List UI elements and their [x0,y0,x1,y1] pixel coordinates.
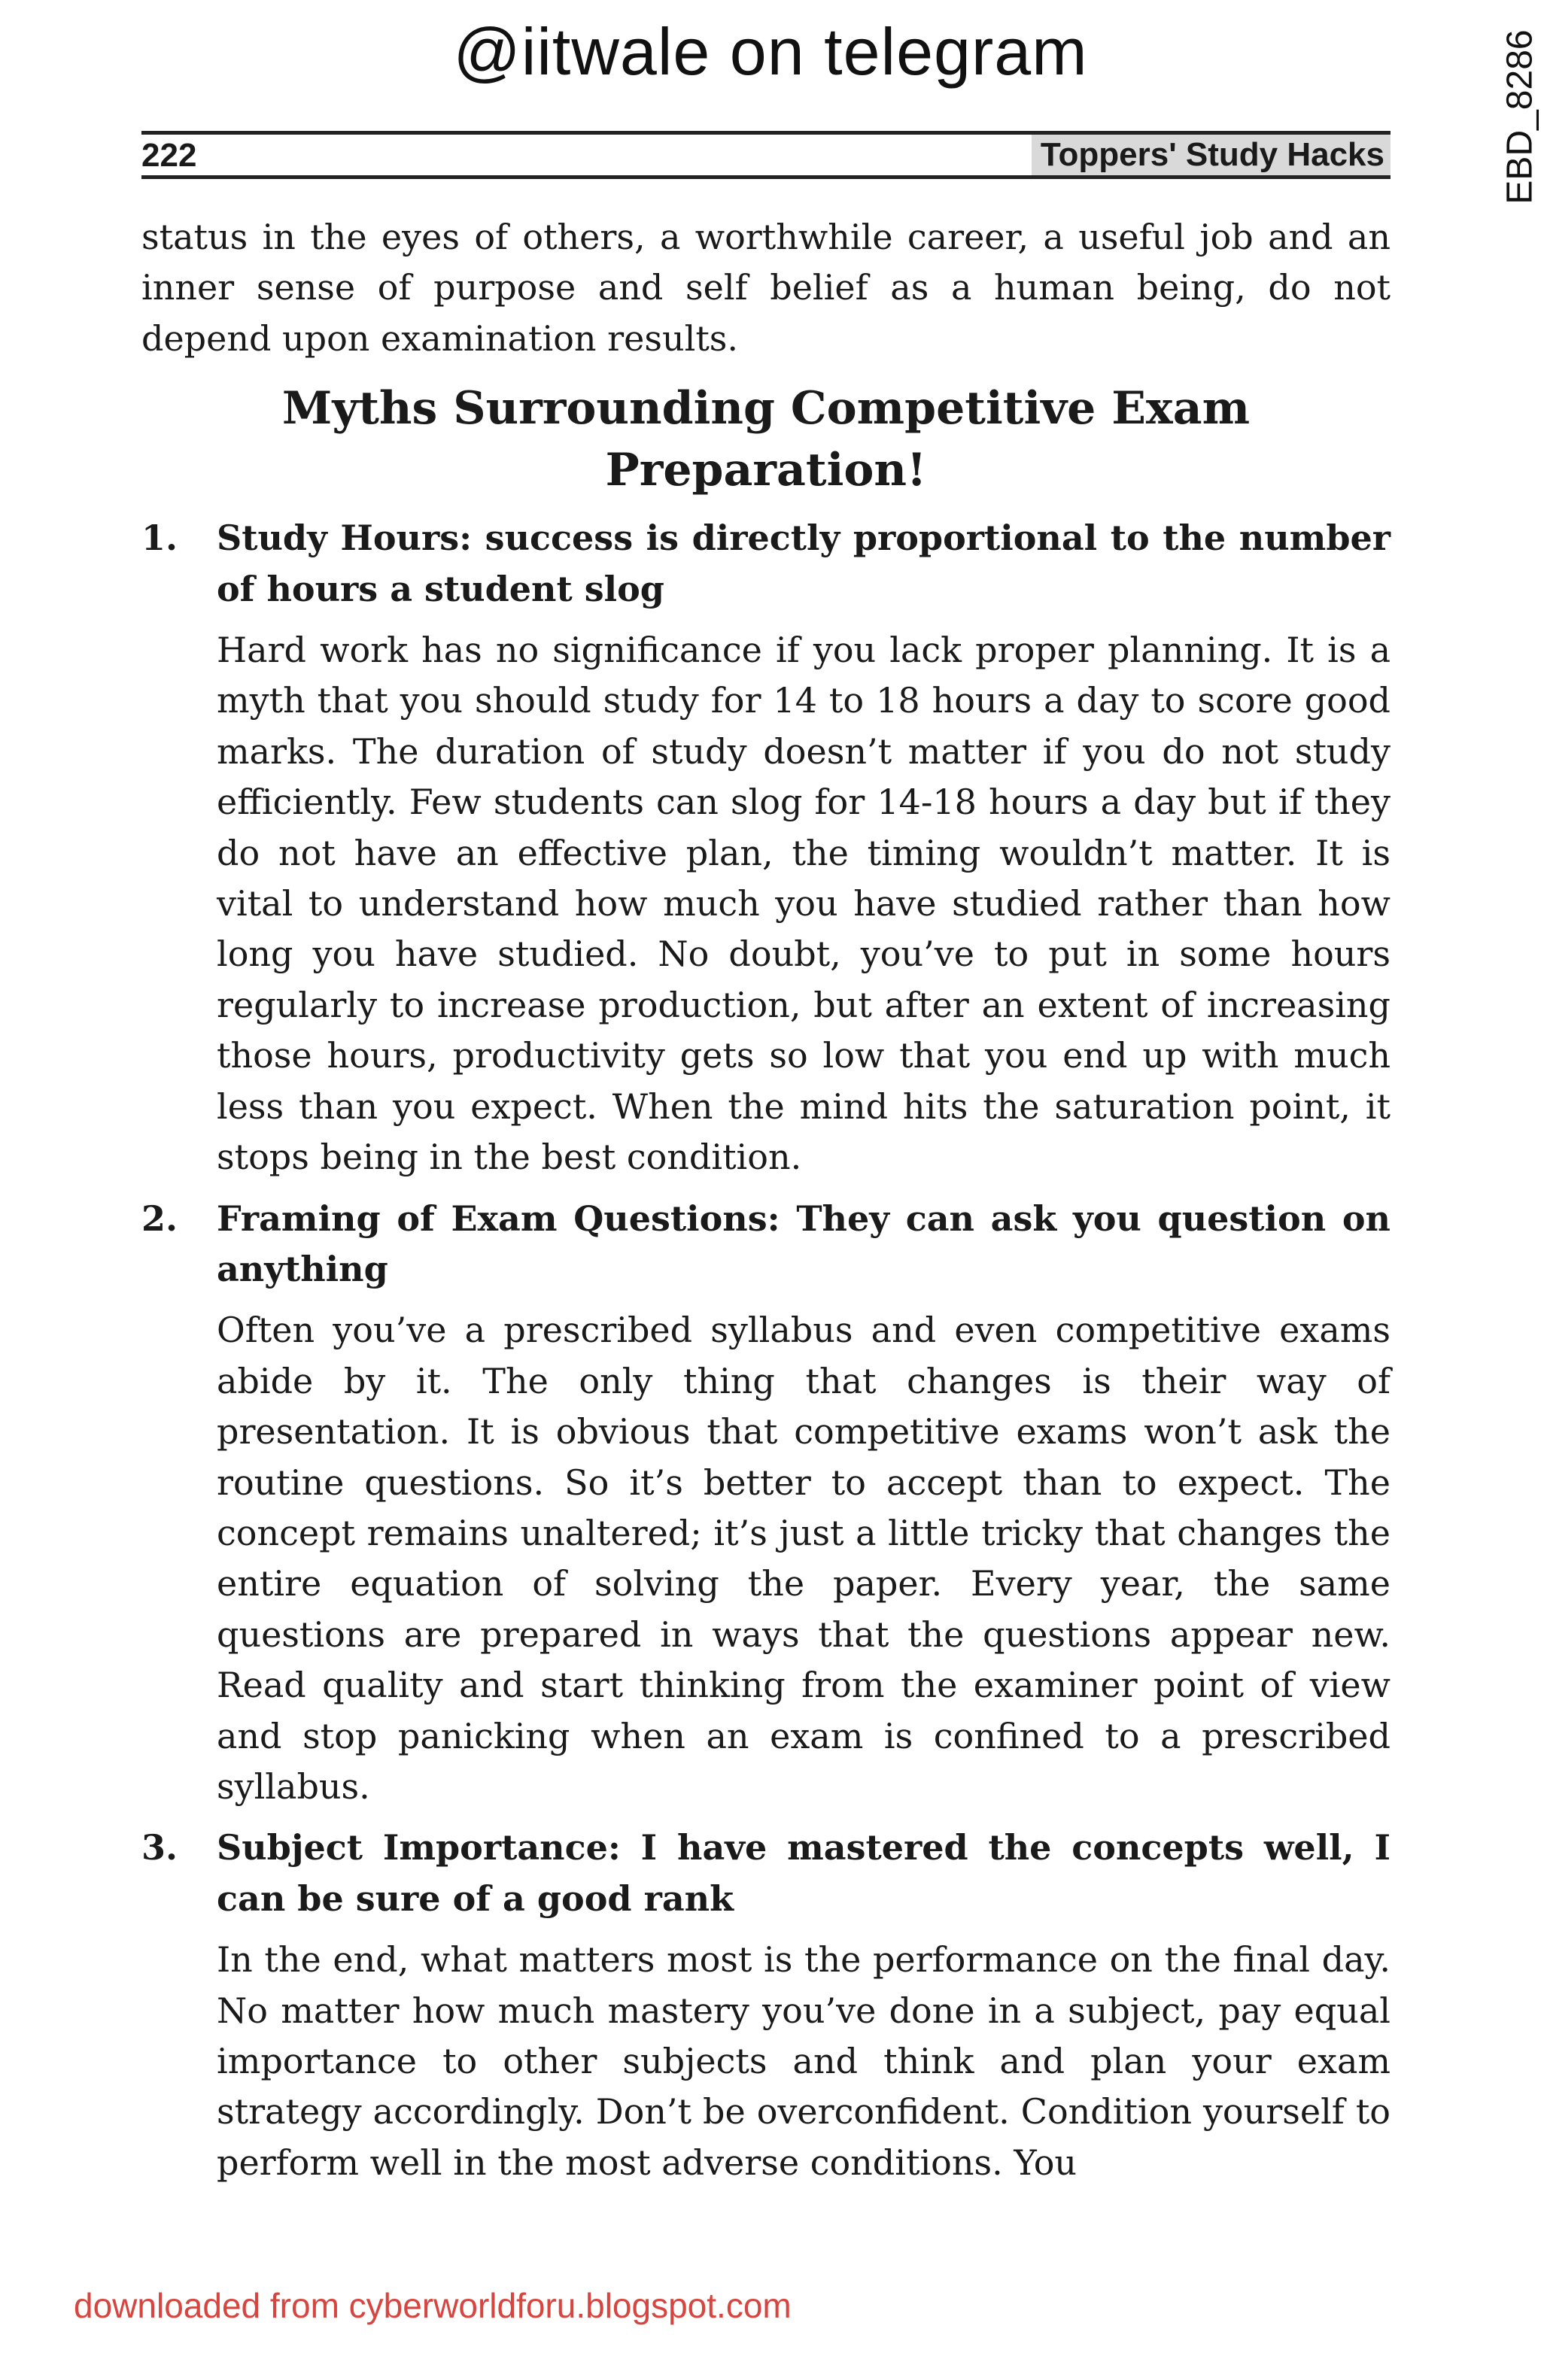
myth-body: Often you’ve a prescribed syllabus and even competitive exams abide by it. The only thing that changes is their way of presentation. It is obvious that competitive exams won’t ask the routine questions. So it’s better to accept than to expect. The concept remains unaltered; it’s just a little tricky that changes the entire equation of solving the paper. Every year, the same questions are prepared in ways that the questions appear new. Read quality and start thinking from the examiner point of view and stop panicking when an exam is confined to a prescribed syllabus. [217,1310,1391,1807]
myth-body: In the end, what matters most is the performance on the final day. No matter how much mastery you’ve done in a subject, pay equal importance to other subjects and think and plan your exam strategy accordingly. Don’t be overconfident. Condition yourself to perform well in the most adverse conditions. You [217,1939,1391,2183]
page-number: 222 [141,137,197,174]
section-heading: Myths Surrounding Competitive Exam Preparation! [281,382,1251,497]
page-body [141,212,1391,2199]
telegram-watermark: @iitwale on telegram [453,14,1088,89]
myth-body: Hard work has no significance if you lack proper planning. It is a myth that you should study for 14 to 18 hours a day to score good marks. The duration of study doesn’t matter if you do not study efficiently. Few students can slog for 14-18 hours a day but if they do not have an effective plan, the timing wouldn’t matter. It is vital to understand how much you have studied rather than how long you have studied. No doubt, you’ve to put in some hours regularly to increase production, but after an extent of increasing those hours, productivity gets so low that you end up with much less than you expect. When the mind hits the saturation point, it stops being in the best condition. [217,630,1391,1178]
download-source-link[interactable]: downloaded from cyberworldforu.blogspot.com [74,2286,792,2325]
myth-item [141,1823,1391,2188]
myth-number: 1. [141,518,178,559]
myth-number: 2. [141,1198,178,1239]
book-code [1497,15,1541,218]
book-code-text: EBD_8286 [1500,29,1540,205]
book-title: Toppers' Study Hacks [1032,135,1391,175]
myth-number: 3. [141,1827,178,1868]
myth-item [141,1194,1391,1813]
intro-paragraph: status in the eyes of others, a worthwhile career, a useful job and an inner sense of purpose and self belief as a human being, do not depend upon examination results. [141,217,1391,359]
myth-item [141,513,1391,1182]
myth-title: Framing of Exam Questions: They can ask you question on anything [217,1198,1391,1289]
running-header [141,131,1391,179]
myth-title: Subject Importance: I have mastered the concepts well, I can be sure of a good rank [217,1827,1391,1919]
myth-title: Study Hours: success is directly proportional to the number of hours a student slog [217,518,1391,609]
